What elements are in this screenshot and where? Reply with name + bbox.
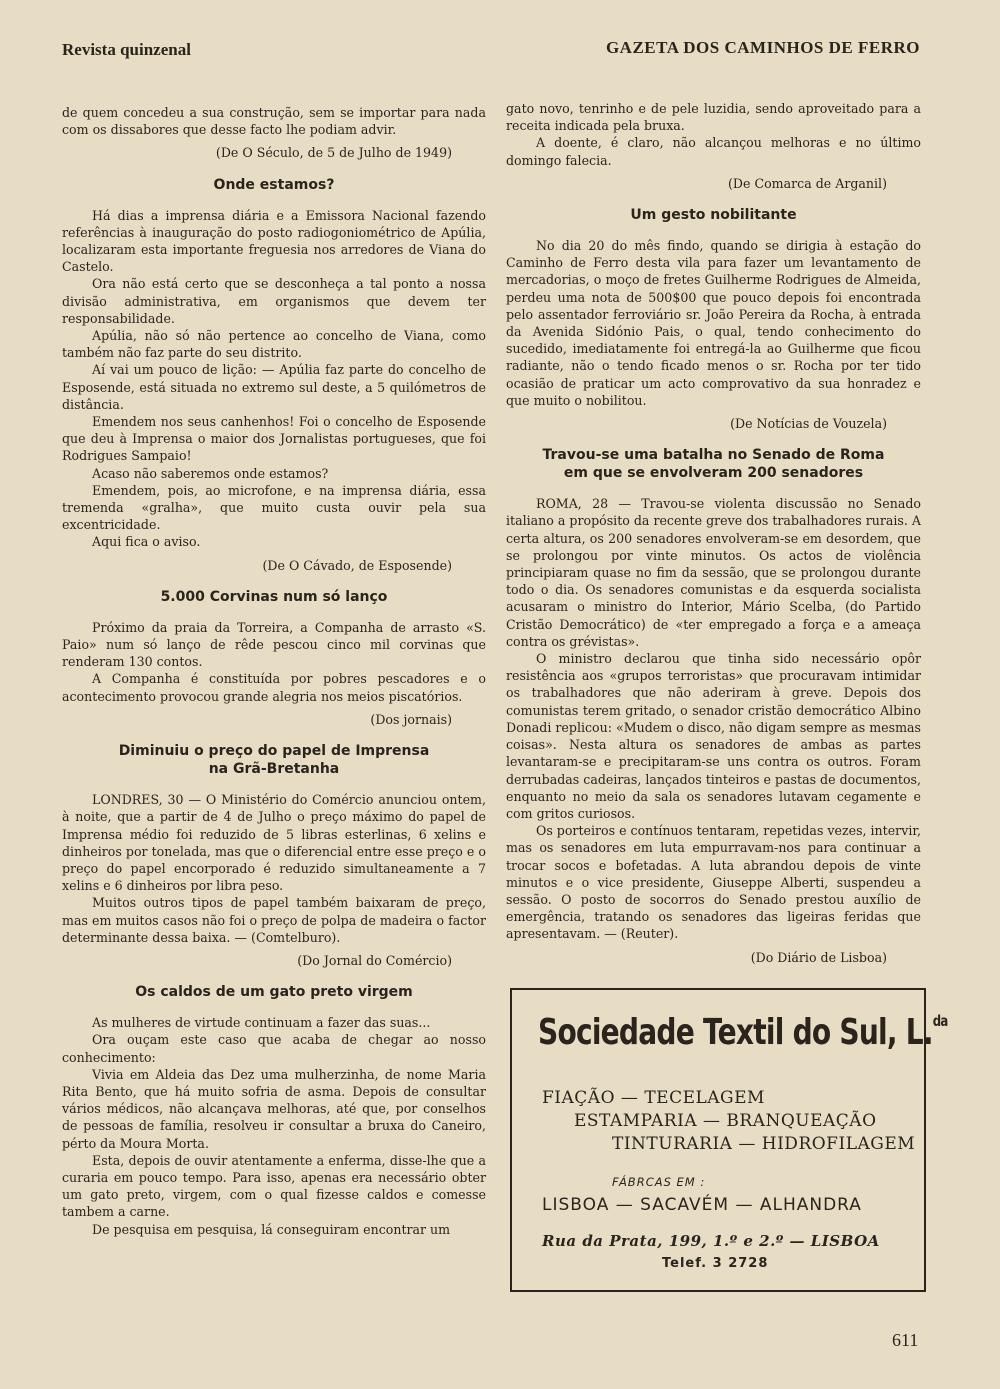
heading-line: em que se envolveram 200 senadores — [563, 465, 864, 482]
page-number: 611 — [892, 1330, 919, 1350]
source-credit: (Do Diário de Lisboa) — [750, 949, 887, 965]
article-heading: Um gesto nobilitante — [630, 207, 797, 224]
paragraph: Próximo da praia da Torreira, a Companha de arrasto «S. Paio» num só lanço de rêde pescou cinco mil corvinas que renderam 130 contos. — [62, 619, 486, 670]
paragraph: LONDRES, 30 — O Ministério do Comércio anunciou ontem, à noite, que a partir de 4 de Julho o preço máximo do papel de Imprensa médio foi reduzido de 5 libras esterlinas, 6 xelins e dinheiros por tonelada, mas que o diferencial entre esse preço e o preço do papel encorporado é reduzido simultaneamente a 7 xelins e 6 dinheiros por libra peso. — [62, 792, 486, 894]
ad-services-line: ESTAMPARIA — BRANQUEAÇÃO — [574, 1111, 877, 1131]
advertisement-box — [510, 988, 948, 1292]
paragraph: A doente, é claro, não alcançou melhoras e no último domingo falecia. — [506, 135, 921, 168]
left-column — [62, 104, 486, 1238]
paragraph: Apúlia, não só não pertence ao concelho de Viana, como também não faz parte do seu distrito. — [62, 328, 486, 361]
header-left: Revista quinzenal — [62, 40, 191, 59]
paragraph: As mulheres de virtude continuam a fazer das suas... — [92, 1015, 431, 1031]
paragraph: Vivia em Aldeia das Dez uma mulherzinha, de nome Maria Rita Bento, que há muito sofria de asma. Depois de consultar vários médicos, não alcançava melhoras, até que, por conselhos de pessoas de família, resolveu ir consultar a bruxa do Caneiro, pérto da Moura Morta. — [62, 1066, 486, 1151]
header-right: GAZETA DOS CAMINHOS DE FERRO — [605, 38, 920, 57]
source-credit: (De O Século, de 5 de Julho de 1949) — [215, 145, 452, 161]
paragraph: Emendem nos seus canhenhos! Foi o concelho de Esposende que deu à Imprensa o maior dos Jornalistas portugueses, que foi Rodrigues Sampaio! — [62, 414, 486, 464]
paragraph: De pesquisa em pesquisa, lá conseguiram encontrar um — [92, 1221, 451, 1237]
ad-address: Rua da Prata, 199, 1.º e 2.º — LISBOA — [542, 1232, 880, 1250]
paragraph: Há dias a imprensa diária e a Emissora Nacional fazendo referências à inauguração do posto radiogoniométrico de Apúlia, localizaram esta importante freguesia nos arredores de Viana do Castelo. — [62, 207, 486, 275]
ad-title-text: Sociedade Textil do Sul, L. — [538, 1012, 933, 1053]
right-column — [506, 100, 921, 970]
heading-line: Travou-se uma batalha no Senado de Roma — [542, 447, 885, 464]
paragraph: O ministro declarou que tinha sido necessário opôr resistência aos «grupos terroristas» que procuravam intimidar os trabalhadores que não aderiram à greve. Depois dos comunistas terem gritado, o senador cristão democrático Albino Donadi replicou: «Mudem o disco, não digam sempre as mesmas coisas». Nesta altura os senadores de ambas as partes levantaram-se e precipitaram-se uns contra os outros. Foram derrubadas cadeiras, lançados tinteiros e pastas de documentos, enquanto no meio da sala os senadores lutavam cegamente e com gritos curiosos. — [506, 651, 921, 821]
paragraph: de quem concedeu a sua construção, sem se importar para nada com os dissabores que desse facto lhe podiam advir. — [62, 105, 486, 138]
ad-phone: Telef. 3 2728 — [662, 1256, 769, 1271]
ad-title-superscript: da — [932, 1012, 948, 1030]
paragraph: Aí vai um pouco de lição: — Apúlia faz parte do concelho de Esposende, está situada no extremo sul deste, a 5 quilómetros de distância. — [62, 362, 486, 412]
article-heading — [62, 742, 486, 778]
article-heading: Os caldos de um gato preto virgem — [135, 984, 413, 1001]
source-credit: (De O Cávado, de Esposende) — [262, 557, 452, 573]
ad-factories-label: FÁBRCAS EM : — [612, 1175, 706, 1189]
heading-line: na Grã-Bretanha — [208, 761, 340, 778]
paragraph: Aqui fica o aviso. — [92, 534, 201, 550]
source-credit: (De Notícias de Vouzela) — [730, 416, 887, 432]
paragraph: gato novo, tenrinho e de pele luzidia, sendo aproveitado para a receita indicada pela bruxa. — [506, 101, 921, 134]
ad-services-line: TINTURARIA — HIDROFILAGEM — [612, 1134, 916, 1154]
ad-cities: LISBOA — SACAVÉM — ALHANDRA — [542, 1195, 862, 1215]
paragraph: A Companha é constituída por pobres pescadores e o acontecimento provocou grande alegria nos meios piscatórios. — [62, 671, 486, 704]
paragraph: Ora não está certo que se desconheça a tal ponto a nossa divisão administrativa, em organismos que devem ter responsabilidade. — [62, 276, 486, 326]
paragraph: Emendem, pois, ao microfone, e na imprensa diária, essa tremenda «gralha», que muito custa ouvir pela sua excentricidade. — [62, 482, 486, 533]
paragraph: Ora ouçam este caso que acaba de chegar ao nosso conhecimento: — [62, 1032, 486, 1065]
article-heading: Onde estamos? — [213, 176, 335, 193]
paragraph: ROMA, 28 — Travou-se violenta discussão no Senado italiano a propósito da recente greve dos trabalhadores rurais. A certa altura, os 200 senadores envolveram-se em desordem, que se prolongou por vinte minutos. Os actos de violência principiaram quase no fim da sessão, que se prolongou durante todo o dia. Os senadores comunistas e da esquerda socialista acusaram o ministro do Interior, Mário Scelba, (do Partido Cristão Democrático) de «ter empregado a força e a ameaça contra os grévistas». — [506, 496, 921, 649]
heading-line: Diminuiu o preço do papel de Imprensa — [118, 743, 430, 760]
paragraph: Esta, depois de ouvir atentamente a enferma, disse-lhe que a curaria em pouco tempo. Para isso, apenas era necessário obter um gato preto, virgem, com o qual fizesse caldos e comesse tambem a carne. — [62, 1152, 486, 1220]
ad-services-line: FIAÇÃO — TECELAGEM — [542, 1088, 765, 1108]
source-credit: (Do Jornal do Comércio) — [297, 952, 452, 968]
source-credit: (Dos jornais) — [370, 711, 452, 727]
article-heading — [506, 446, 921, 482]
ad-company-name — [538, 1012, 948, 1053]
article-heading: 5.000 Corvinas num só lanço — [160, 588, 388, 605]
paragraph: No dia 20 do mês findo, quando se dirigia à estação do Caminho de Ferro desta vila para fazer um levantamento de mercadorias, o moço de fretes Guilherme Rodrigues de Almeida, perdeu uma nota de 500$00 que pouco depois foi encontrada pelo assentador ferroviário sr. João Pereira da Rocha, à entrada da Avenida Sidónio Pais, o qual, tendo conhecimento do sucedido, imediatamente foi entregá-la ao Guilherme que ficou radiante, não o tendo ficado menos o sr. Rocha por ter tido ocasião de praticar um acto comprovativo da sua honradez e que muito o nobilitou. — [506, 238, 921, 408]
paragraph: Acaso não saberemos onde estamos? — [92, 465, 329, 481]
source-credit: (De Comarca de Arganil) — [727, 175, 887, 191]
paragraph: Muitos outros tipos de papel também baixaram de preço, mas em muitos casos não foi o preço de polpa de madeira o factor determinante dessa baixa. — (Comtelburo). — [62, 895, 486, 945]
paragraph: Os porteiros e contínuos tentaram, repetidas vezes, intervir, mas os senadores em luta empurravam-nos para continuar a trocar socos e bofetadas. A luta abrandou depois de vinte minutos e o vice presidente, Giuseppe Alberti, suspendeu a sessão. O posto de socorros do Senado prestou auxílio de emergência, tratando os senadores das ligeiras feridas que apresentavam. — (Reuter). — [506, 823, 921, 942]
